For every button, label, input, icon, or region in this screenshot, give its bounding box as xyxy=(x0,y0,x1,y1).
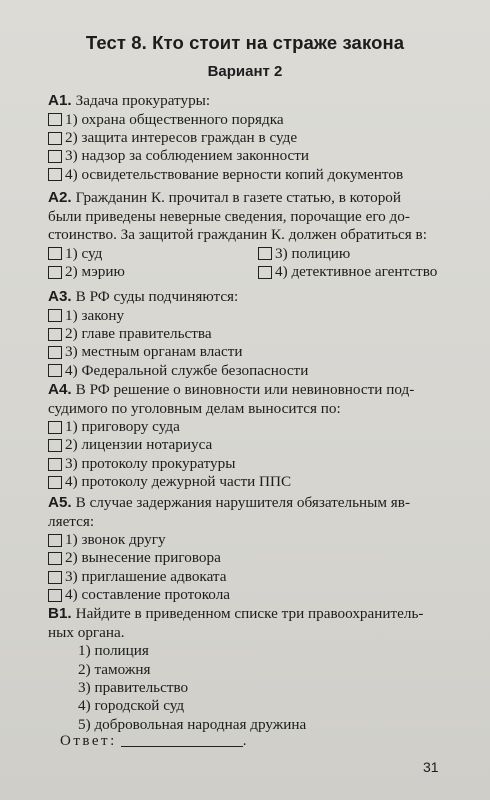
checkbox[interactable] xyxy=(48,458,62,471)
option-a4-3[interactable]: 3) протоколу прокуратуры xyxy=(48,455,450,473)
option-a3-4[interactable]: 4) Федеральной службе безопасности xyxy=(48,362,450,380)
option-a3-2[interactable]: 2) главе правительства xyxy=(48,325,450,343)
question-a5 xyxy=(48,494,450,605)
question-text-line: судимого по уголовным делам выносится по: xyxy=(48,399,341,417)
question-text-line: Найдите в приведенном списке три правоохранитель- xyxy=(75,605,424,622)
question-a3 xyxy=(48,288,450,380)
option-a5-4[interactable]: 4) составление протокола xyxy=(48,586,450,604)
checkbox[interactable] xyxy=(48,150,62,163)
question-text-line: Гражданин К. прочитал в газете статью, в которой xyxy=(75,189,402,206)
checkbox[interactable] xyxy=(48,132,62,145)
checkbox[interactable] xyxy=(48,439,62,452)
question-number: В1. xyxy=(48,605,72,622)
page-number: 31 xyxy=(423,759,439,775)
checkbox[interactable] xyxy=(48,168,62,181)
question-number: А1. xyxy=(48,92,72,109)
list-item: 2) таможня xyxy=(78,660,151,678)
question-text-line: ляется: xyxy=(48,512,95,530)
checkbox[interactable] xyxy=(48,421,62,434)
question-number: А3. xyxy=(48,288,72,305)
checkbox[interactable] xyxy=(48,552,62,565)
question-text-line: стоинство. За защитой гражданин К. должен обратиться в: xyxy=(48,226,427,244)
checkbox[interactable] xyxy=(48,247,62,260)
question-number: А5. xyxy=(48,494,72,511)
checkbox[interactable] xyxy=(48,346,62,359)
option-a1-1[interactable]: 1) охрана общественного порядка xyxy=(48,111,450,129)
checkbox[interactable] xyxy=(258,247,272,260)
question-a2 xyxy=(48,189,450,282)
option-a2-1[interactable]: 1) суд xyxy=(48,245,258,263)
b1-list xyxy=(78,642,450,734)
option-a5-1[interactable]: 1) звонок другу xyxy=(48,531,450,549)
option-a5-2[interactable]: 2) вынесение приговора xyxy=(48,550,450,568)
checkbox[interactable] xyxy=(48,589,62,602)
option-a1-2[interactable]: 2) защита интересов граждан в суде xyxy=(48,129,450,147)
option-a3-3[interactable]: 3) местным органам власти xyxy=(48,343,450,361)
checkbox[interactable] xyxy=(48,309,62,322)
checkbox[interactable] xyxy=(48,364,62,377)
question-number: А4. xyxy=(48,381,72,398)
answer-period: . xyxy=(242,733,247,749)
question-a1 xyxy=(48,92,450,184)
answer-area xyxy=(60,733,247,750)
variant-heading: Вариант 2 xyxy=(207,63,283,80)
list-item: 4) городской суд xyxy=(78,697,185,715)
option-a2-2[interactable]: 2) мэрию xyxy=(48,263,258,281)
question-number: А2. xyxy=(48,189,72,206)
question-text-line: ных органа. xyxy=(48,623,125,641)
checkbox[interactable] xyxy=(48,328,62,341)
checkbox[interactable] xyxy=(48,113,62,126)
question-text-line: В случае задержания нарушителя обязательным яв- xyxy=(75,494,411,511)
test-title: Тест 8. Кто стоит на страже закона xyxy=(85,32,405,53)
question-text-line: были приведены неверные сведения, порочащие его до- xyxy=(48,207,410,225)
question-text-line: В РФ решение о виновности или невиновности под- xyxy=(75,381,415,398)
checkbox[interactable] xyxy=(48,266,62,279)
option-a2-4[interactable]: 4) детективное агентство xyxy=(258,263,448,281)
answer-blank[interactable] xyxy=(121,746,243,747)
option-a1-3[interactable]: 3) надзор за соблюдением законности xyxy=(48,147,450,165)
question-text: Задача прокуратуры: xyxy=(75,92,211,109)
answer-label: Ответ: xyxy=(60,733,117,749)
question-a4 xyxy=(48,381,450,492)
list-item: 1) полиция xyxy=(78,642,149,660)
list-item: 3) правительство xyxy=(78,678,189,696)
option-a5-3[interactable]: 3) приглашение адвоката xyxy=(48,568,450,586)
checkbox[interactable] xyxy=(48,571,62,584)
checkbox[interactable] xyxy=(48,476,62,489)
question-text: В РФ суды подчиняются: xyxy=(75,288,239,305)
checkbox[interactable] xyxy=(48,534,62,547)
option-a4-1[interactable]: 1) приговору суда xyxy=(48,418,450,436)
question-b1 xyxy=(48,605,450,734)
option-a4-2[interactable]: 2) лицензии нотариуса xyxy=(48,437,450,455)
list-item: 5) добровольная народная дружина xyxy=(78,715,307,733)
option-a2-3[interactable]: 3) полицию xyxy=(258,245,448,263)
option-a4-4[interactable]: 4) протоколу дежурной части ППС xyxy=(48,473,450,491)
option-a1-4[interactable]: 4) освидетельствование верности копий документов xyxy=(48,166,450,184)
checkbox[interactable] xyxy=(258,266,272,279)
option-a3-1[interactable]: 1) закону xyxy=(48,307,450,325)
